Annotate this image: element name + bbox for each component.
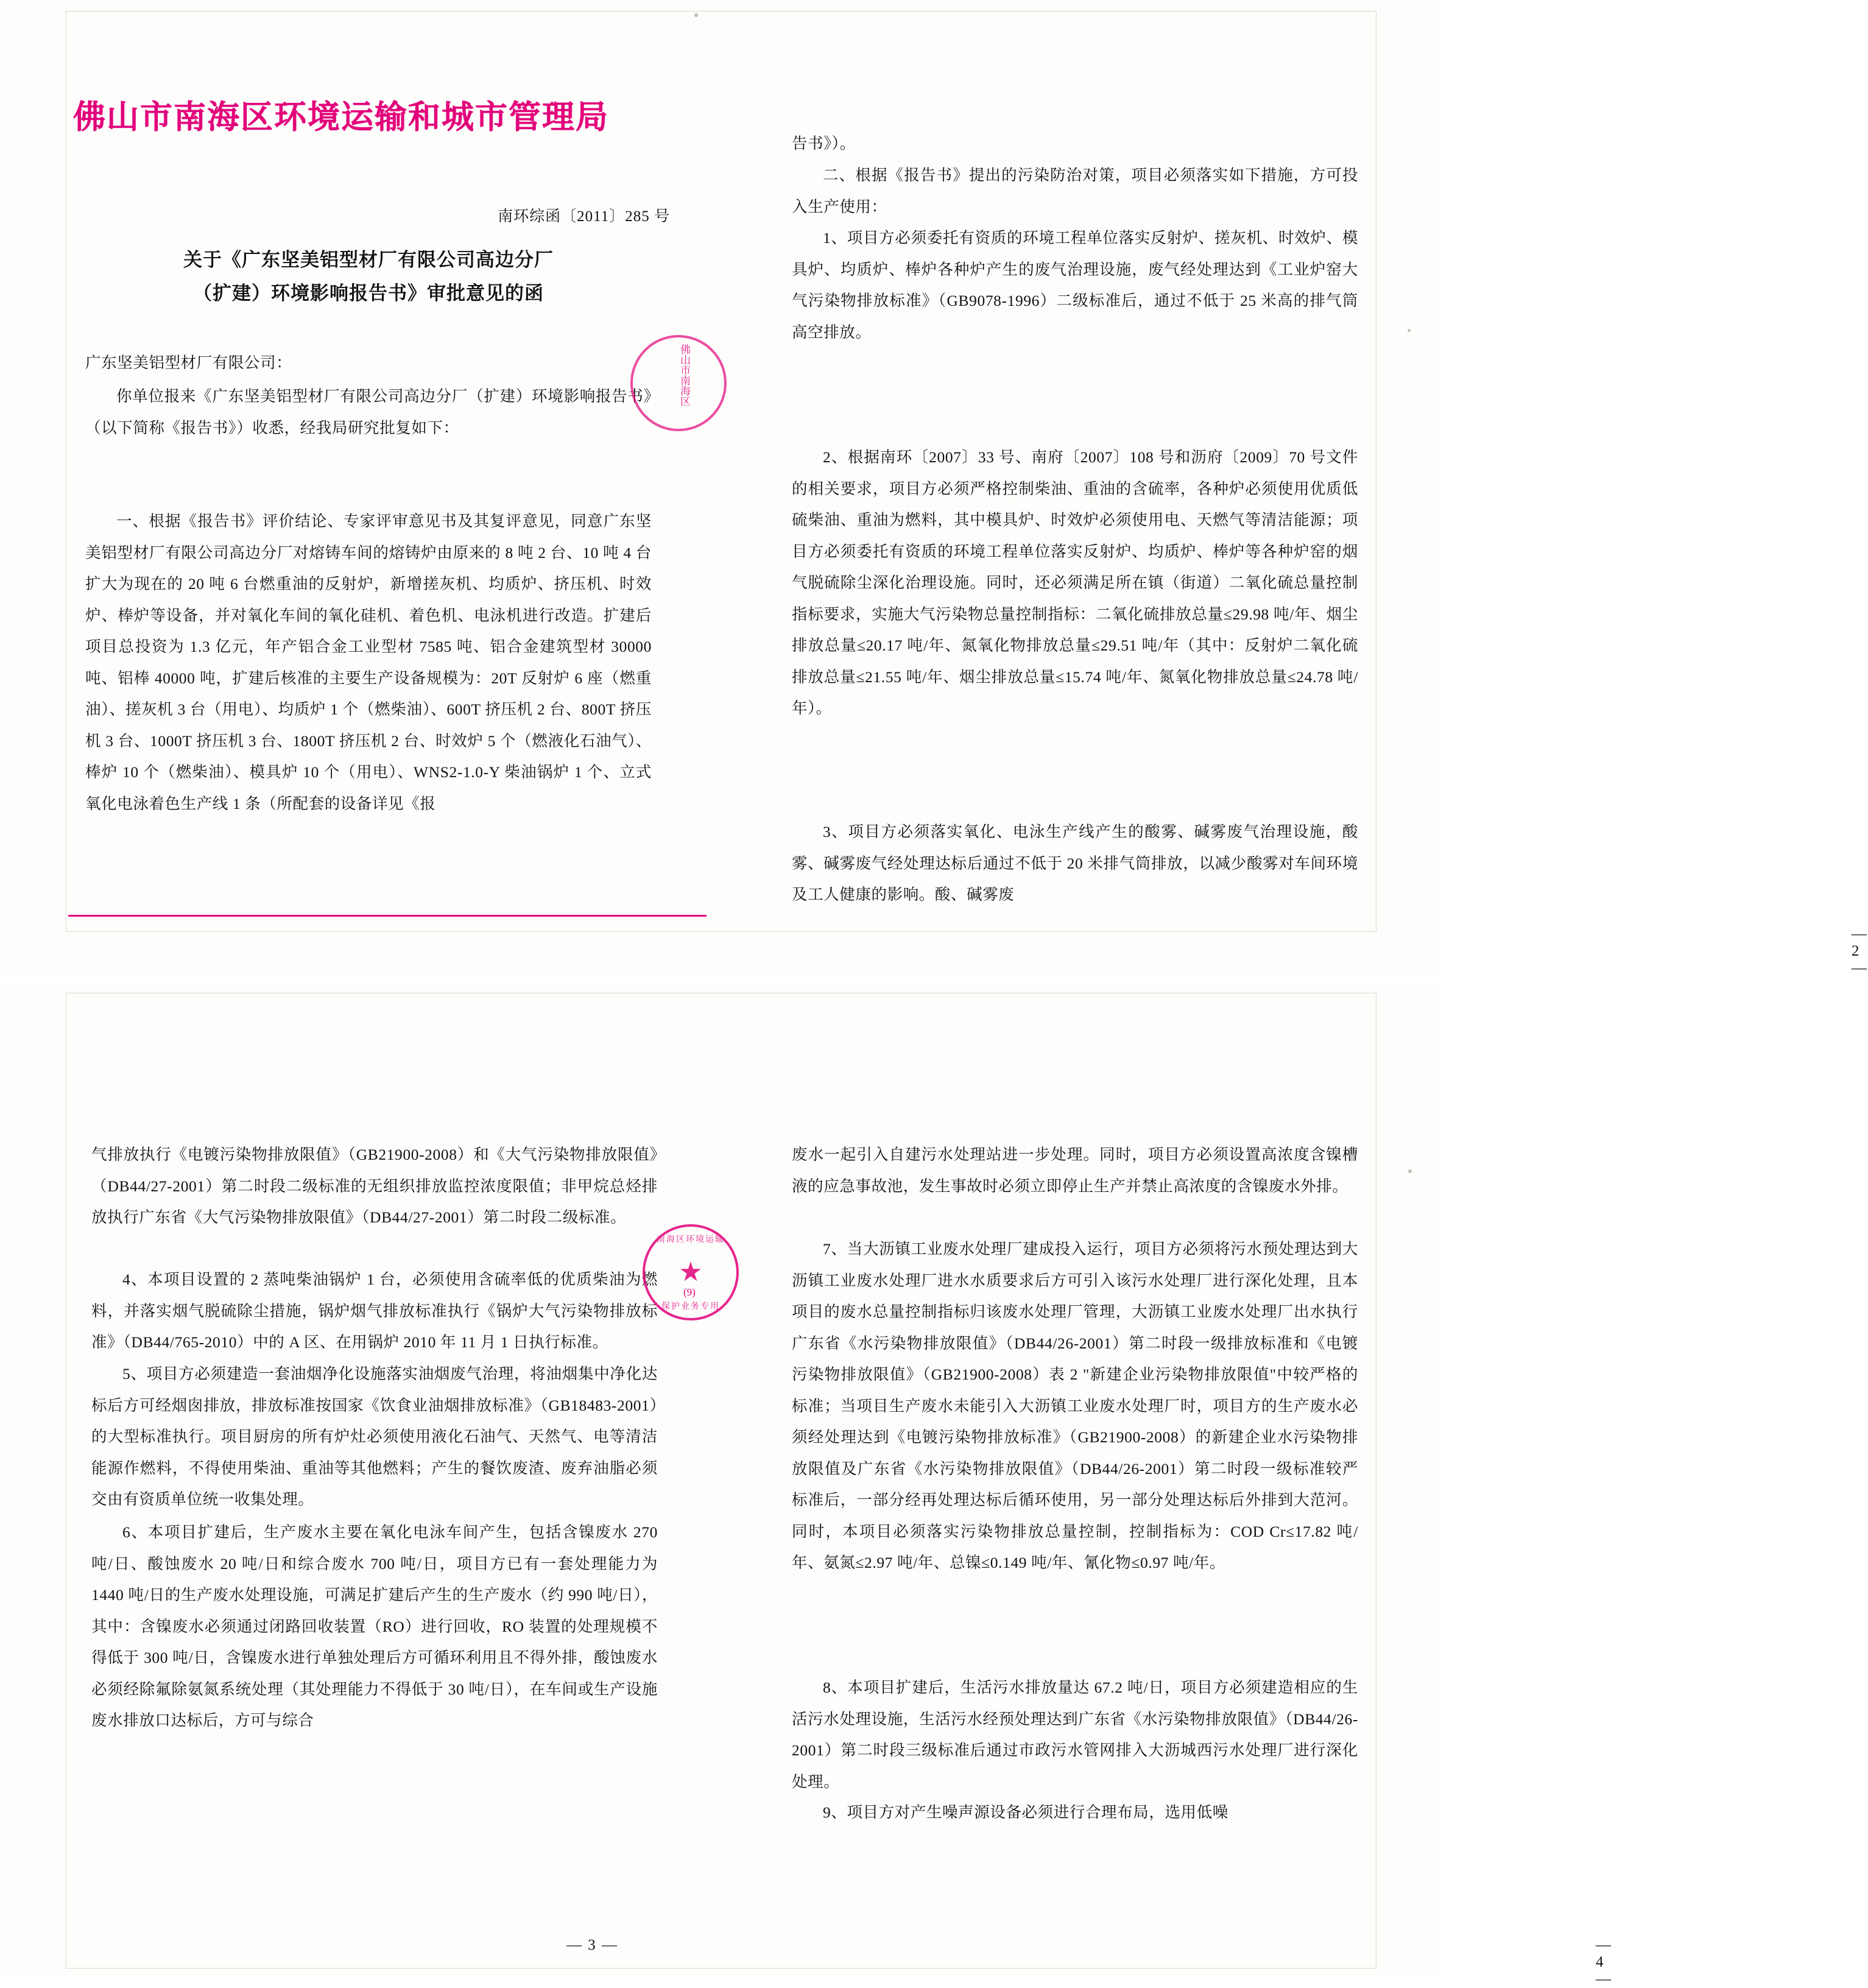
- page2-paragraph-4: 2、根据南环〔2007〕33 号、南府〔2007〕108 号和沥府〔2009〕70 号文件的相关要求，项目方必须严格控制柴油、重油的含硫率，各种炉必须使用优质低硫柴油、重油为燃料，其中模具炉、时效炉必须使用电、天燃气等清洁能源；项目方必须委托有资质的环境工程单位落实反射炉、均质炉、棒炉等各种炉窑的烟气脱硫除尘深化治理设施。同时，还必须满足所在镇（街道）二氧化硫总量控制指标要求，实施大气污染物总量控制指标：二氧化硫排放总量≤29.98 吨/年、烟尘排放总量≤20.17 吨/年、氮氧化物排放总量≤29.51 吨/年（其中：反射炉二氧化硫排放总量≤21.55 吨/年、烟尘排放总量≤15.74 吨/年、氮氧化物排放总量≤24.78 吨/年）。: [792, 448, 1358, 717]
- page3-paragraph-1: 气排放执行《电镀污染物排放限值》（GB21900-2008）和《大气污染物排放限值》（DB44/27-2001）第二时段二级标准的无组织排放监控浓度限值；非甲烷总烃排放执行广东省《大气污染物排放限值》（DB44/27-2001）第二时段二级标准。: [91, 1146, 658, 1226]
- page4-paragraph-1: 废水一起引入自建污水处理站进一步处理。同时，项目方必须设置高浓度含镍槽液的应急事故池，发生事故时必须立即停止生产并禁止高浓度的含镍废水外排。: [792, 1146, 1358, 1195]
- partial-seal-text: 佛山市南海区: [678, 344, 690, 406]
- page-2-column: [792, 24, 1868, 976]
- seal-bottom-text: 保护业务专用: [661, 1302, 720, 1311]
- official-seal: [643, 1224, 739, 1320]
- page4-paragraph-4: 9、项目方对产生噪声源设备必须进行合理布局，选用低噪: [823, 1803, 1228, 1821]
- subject-line-1: 关于《广东坚美铝型材厂有限公司高边分厂: [183, 249, 554, 270]
- scan-sheet-top: [0, 0, 1868, 976]
- document-number: 南环综函〔2011〕285 号: [498, 208, 670, 225]
- subject-line-2: （扩建）环境影响报告书》审批意见的函: [193, 283, 544, 304]
- page-4-number: — 4 —: [1596, 1937, 1612, 1987]
- page4-paragraph-2: 7、当大沥镇工业废水处理厂建成投入运行，项目方必须将污水预处理达到大沥镇工业废水处理厂进水水质要求后方可引入该污水处理厂进行深化处理，且本项目的废水总量控制指标归该废水处理厂管理，大沥镇工业废水处理厂出水执行广东省《水污染物排放限值》（DB44/26-2001）第二时段一级排放标准和《电镀污染物排放限值》（GB21900-2008）表 2 "新建企业污染物排放限值"中较严格的标准；当项目生产废水未能引入大沥镇工业废水处理厂时，项目方的生产废水必须经处理达到《电镀污染物排放标准》（GB21900-2008）的新建企业水污染物排放限值及广东省《水污染物排放限值》（DB44/26-2001）第二时段一级标准较严标准后，一部分经再处理达标后循环使用，另一部分处理达标后外排到大范河。同时，本项目必须落实污染物排放总量控制，控制指标为：COD Cr≤17.82 吨/年、氨氮≤2.97 吨/年、总镍≤0.149 吨/年、氰化物≤0.97 吨/年。: [792, 1240, 1358, 1571]
- page-2-number: — 2 —: [1852, 926, 1868, 976]
- page-1-column: [73, 24, 700, 914]
- page1-paragraph-2: 一、根据《报告书》评价结论、专家评审意见书及其复评意见，同意广东坚美铝型材厂有限公司高边分厂对熔铸车间的熔铸炉由原来的 8 吨 2 台、10 吨 4 台扩大为现在的 20 吨 6 台燃重油的反射炉，新增搓灰机、均质炉、挤压机、时效炉、棒炉等设备，并对氧化车间的氧化硅机、着色机、电泳机进行改造。扩建后项目总投资为 1.3 亿元，年产铝合金工业型材 7585 吨、铝合金建筑型材 30000 吨、铝棒 40000 吨，扩建后核准的主要生产设备规模为：20T 反射炉 6 座（燃重油）、搓灰机 3 台（用电）、均质炉 1 个（燃柴油）、600T 挤压机 2 台、800T 挤压机 3 台、1000T 挤压机 3 台、1800T 挤压机 2 台、时效炉 5 个（燃液化石油气）、棒炉 10 个（燃柴油）、模具炉 10 个（用电）、WNS2-1.0-Y 柴油锅炉 1 个、立式氧化电泳着色生产线 1 条（所配套的设备详见《报: [85, 512, 652, 812]
- page-4-column: [792, 1005, 1612, 1987]
- page-3-column: [91, 1005, 688, 1955]
- seal-center-number: (9): [683, 1286, 696, 1298]
- seal-top-text: 南海区环境运输: [657, 1235, 725, 1244]
- scan-speck: [694, 13, 698, 17]
- page4-paragraph-3: 8、本项目扩建后，生活污水排放量达 67.2 吨/日，项目方必须建造相应的生活污水处理设施，生活污水经预处理达到广东省《水污染物排放限值》（DB44/26-2001）第二时段三级标准后通过市政污水管网排入大沥城西污水处理厂进行深化处理。: [792, 1679, 1358, 1791]
- scan-speck: [1408, 1169, 1412, 1173]
- page2-paragraph-5: 3、项目方必须落实氧化、电泳生产线产生的酸雾、碱雾废气治理设施，酸雾、碱雾废气经处理达标后通过不低于 20 米排气筒排放，以减少酸雾对车间环境及工人健康的影响。酸、碱雾废: [792, 823, 1358, 903]
- scan-speck: [1408, 329, 1411, 332]
- addressee: 广东坚美铝型材厂有限公司：: [85, 354, 292, 372]
- scan-sheet-bottom: [0, 987, 1612, 1987]
- star-icon: ★: [678, 1257, 703, 1287]
- page2-paragraph-3: 1、项目方必须委托有资质的环境工程单位落实反射炉、搓灰机、时效炉、模具炉、均质炉、棒炉各种炉产生的废气治理设施，废气经处理达到《工业炉窑大气污染物排放标准》（GB9078-1996）二级标准后，通过不低于 25 米高的排气筒高空排放。: [792, 229, 1358, 341]
- page3-paragraph-4: 6、本项目扩建后，生产废水主要在氧化电泳车间产生，包括含镍废水 270 吨/日、酸蚀废水 20 吨/日和综合废水 700 吨/日，项目方已有一套处理能力为 1440 吨/日的生产废水处理设施，可满足扩建后产生的生产废水（约 990 吨/日），其中：含镍废水必须通过闭路回收装置（RO）进行回收，RO 装置的处理规模不得低于 300 吨/日，含镍废水进行单独处理后方可循环利用且不得外排，酸蚀废水必须经除氟除氨氮系统处理（其处理能力不得低于 30 吨/日），在车间或生产设施废水排放口达标后，方可与综合: [91, 1523, 658, 1729]
- page-3-number: — 3 —: [566, 1937, 618, 1953]
- page1-paragraph-1: 你单位报来《广东坚美铝型材厂有限公司高边分厂（扩建）环境影响报告书》（以下简称《报告书》）收悉，经我局研究批复如下：: [85, 387, 652, 437]
- letterhead-title: 佛山市南海区环境运输和城市管理局: [73, 100, 609, 135]
- page2-paragraph-1: 告书》）。: [792, 135, 856, 152]
- page3-paragraph-3: 5、项目方必须建造一套油烟净化设施落实油烟废气治理，将油烟集中净化达标后方可经烟囱排放，排放标准按国家《饮食业油烟排放标准》（GB18483-2001）的大型标准执行。项目厨房的所有炉灶必须使用液化石油气、天然气、电等清洁能源作燃料，不得使用柴油、重油等其他燃料；产生的餐饮废渣、废弃油脂必须交由有资质单位统一收集处理。: [91, 1365, 658, 1508]
- page2-paragraph-2: 二、根据《报告书》提出的污染防治对策，项目必须落实如下措施，方可投入生产使用：: [792, 166, 1358, 216]
- page3-paragraph-2: 4、本项目设置的 2 蒸吨柴油锅炉 1 台，必须使用含硫率低的优质柴油为燃料，并落实烟气脱硫除尘措施，锅炉烟气排放标准执行《锅炉大气污染物排放标准》（DB44/765-2010）中的 A 区、在用锅炉 2010 年 11 月 1 日执行标准。: [91, 1271, 658, 1351]
- letterhead-rule: [68, 915, 707, 917]
